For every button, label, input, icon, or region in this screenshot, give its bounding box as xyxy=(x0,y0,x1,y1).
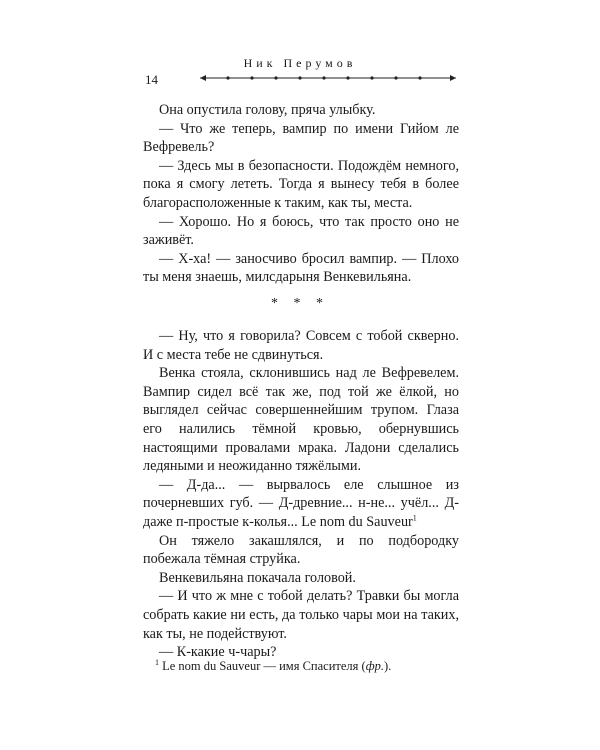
paragraph: — Что же теперь, вампир по имени Гийом ле Вефревель? xyxy=(143,120,459,156)
header-ornament xyxy=(200,72,456,84)
running-header-author: Ник Перумов xyxy=(243,56,357,70)
paragraph: Венка стояла, склонившись над ле Вефревелем. Вампир сидел всё так же, под той же ёлкой, но выглядел сейчас совершеннейшим трупом. Глаза его налились тёмной кровью, обернувшись настоящими провалами мрака. Ладони сделались ледяными и неожиданно тяжёлыми. xyxy=(143,365,459,475)
paragraph: — И что ж мне с тобой делать? Травки бы могла собрать какие ни есть, да только чары мои на таких, как ты, не подействуют. xyxy=(143,588,459,642)
footnote-marker: 1 xyxy=(155,657,159,667)
paragraph: — Хорошо. Но я боюсь, что так просто оно не заживёт. xyxy=(143,213,459,249)
footnote-language: фр. xyxy=(365,659,384,673)
paragraph: — Здесь мы в безопасности. Подождём немного, пока я смогу лететь. Тогда я вынесу тебя в более благорасположенные к таким, как ты, места. xyxy=(143,157,459,211)
paragraph xyxy=(143,476,459,532)
text-section-2 xyxy=(143,327,459,662)
paragraph: Он тяжело закашлялся, и по подбородку побежала тёмная струйка. xyxy=(143,532,459,568)
page-number: 14 xyxy=(145,72,158,87)
paragraph-text: — Д-да... — вырвалось еле слышное из почерневших губ. — Д-древние... н-не... учёл... Д-даже п-простые к-колья... Le nom du Sauveur xyxy=(143,476,459,530)
paragraph: — Х-ха! — заносчиво бросил вампир. — Плохо ты меня знаешь, милсдарыня Венкевильяна. xyxy=(143,250,459,286)
footnote xyxy=(143,658,459,674)
paragraph: — К-какие ч-чары? xyxy=(159,644,277,661)
footnote-text: Le nom du Sauveur — имя Спасителя ( xyxy=(162,659,366,673)
footnote-end: ). xyxy=(383,659,392,673)
paragraph: Венкевильяна покачала головой. xyxy=(159,569,356,586)
text-section-1 xyxy=(143,101,459,287)
footnote-reference: 1 xyxy=(412,513,417,523)
paragraph: Она опустила голову, пряча улыбку. xyxy=(159,102,376,118)
section-separator: * * * xyxy=(271,296,329,311)
paragraph: — Ну, что я говорила? Совсем с тобой скверно. И с места тебе не сдвинуться. xyxy=(143,328,459,363)
